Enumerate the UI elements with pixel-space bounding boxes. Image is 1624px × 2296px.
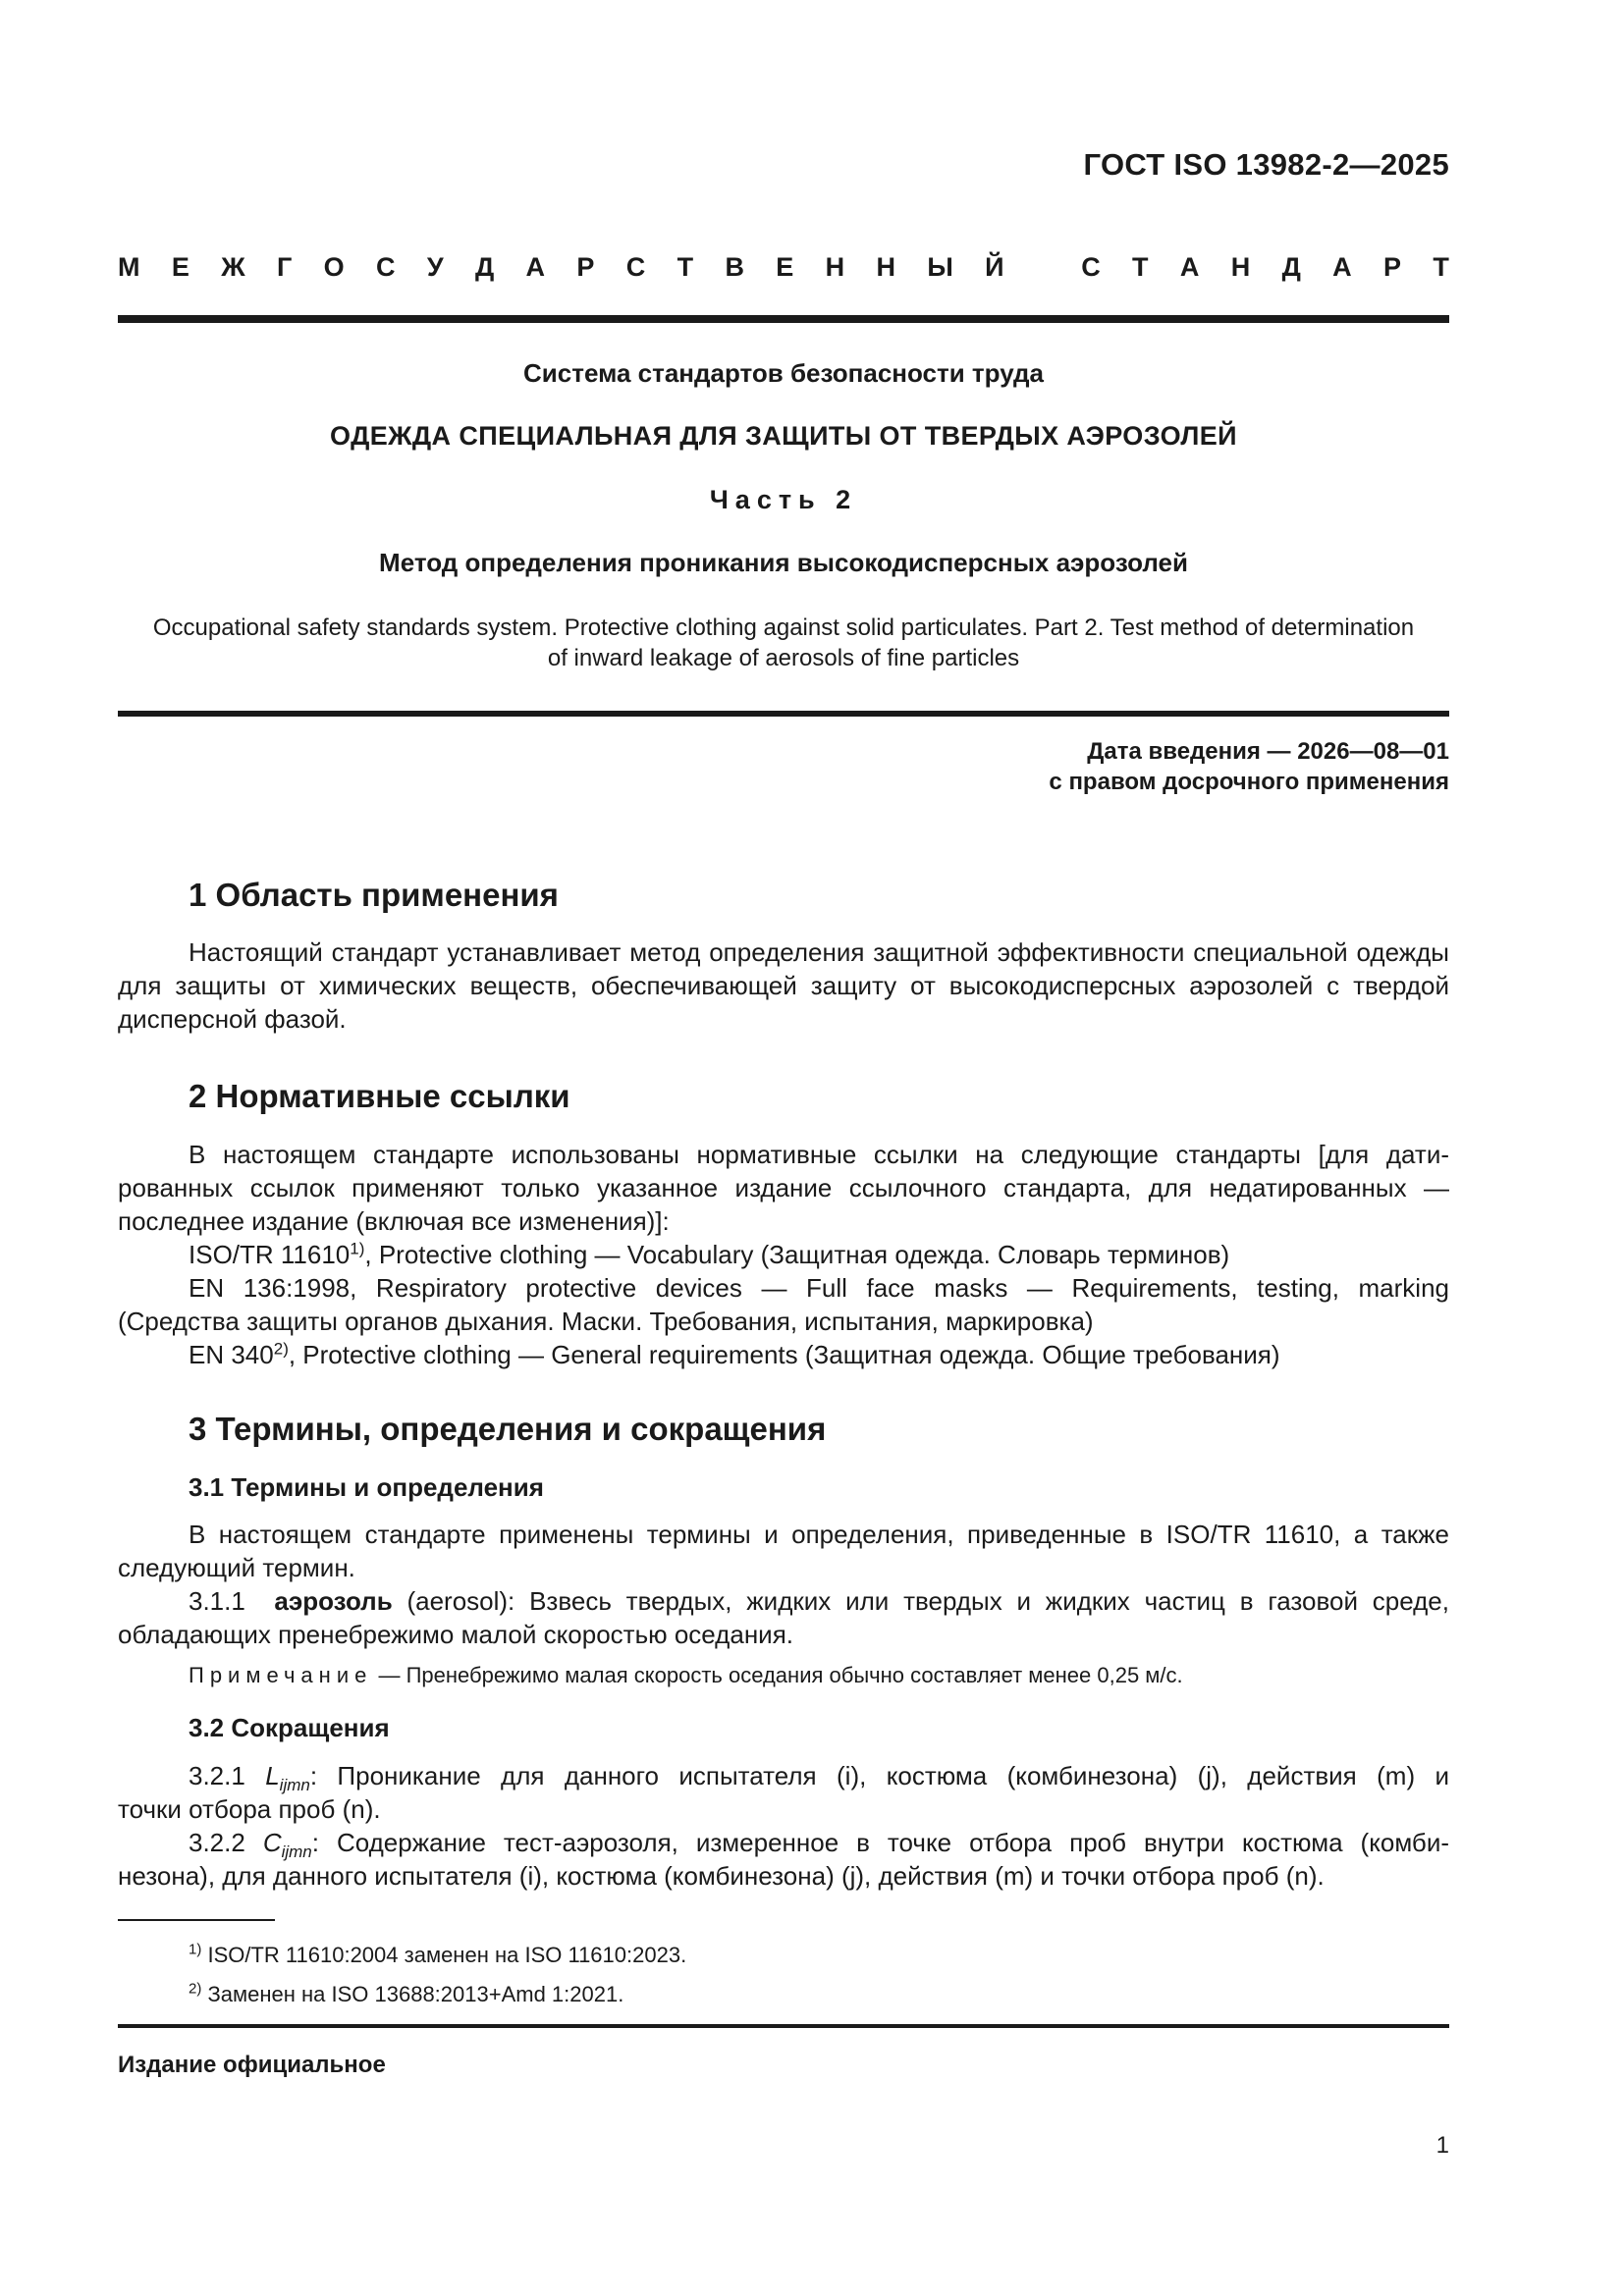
- interstate-letter: Й: [985, 252, 1004, 282]
- main-title: ОДЕЖДА СПЕЦИАЛЬНАЯ ДЛЯ ЗАЩИТЫ ОТ ТВЕРДЫХ АЭРОЗОЛЕЙ: [330, 421, 1237, 451]
- footnote-1: $^{1)}$ ISO/TR 11610:2004 заменен на ISO 11610:2023.: [189, 1941, 687, 1967]
- early-application-line: с правом досрочного применения: [1049, 769, 1449, 795]
- abbreviation-c-line-1: 3.2.2 $C_{ijmn}$: Содержание тест-аэрозоля, измеренное в точке отбора проб внутри костюма (комби-: [189, 1828, 1450, 1862]
- abbreviation-l-line-1: 3.2.1 $L_{ijmn}$: Проникание для данного испытателя (i), костюма (комбинезона) (j), действия (m) и: [189, 1761, 1449, 1795]
- interstate-standard-heading: [118, 252, 1449, 283]
- interstate-letter: А: [1332, 252, 1352, 282]
- english-title-line-2: of inward leakage of aerosols of fine particles: [547, 645, 1020, 671]
- note: Примечание — Пренебрежимо малая скорость оседания обычно составляет менее 0,25 м/с.: [189, 1663, 1183, 1687]
- interstate-letter: Т: [677, 252, 694, 282]
- method-title: Метод определения проникания высокодисперсных аэрозолей: [379, 548, 1188, 577]
- reference-en-136-line-1: EN 136:1998, Respiratory protective devices — Full face masks — Requirements, testing, marking: [189, 1273, 1449, 1303]
- interstate-letter: С: [625, 252, 646, 282]
- interstate-letter: С: [1081, 252, 1101, 282]
- section-2-title: 2 Нормативные ссылки: [189, 1078, 570, 1114]
- section-2-intro: В настоящем стандарте использованы нормативные ссылки на следующие стандарты [для дати-рованных ссылок применяют только указанное издание ссылочного стандарта, для недатированных — последнее издание (включая все изменения)]:: [118, 1140, 1449, 1236]
- title-block-rule: [118, 711, 1449, 717]
- interstate-letter: Г: [276, 252, 293, 282]
- interstate-letter: А: [525, 252, 546, 282]
- interstate-letter: Е: [776, 252, 794, 282]
- interstate-word-gap: [1036, 252, 1050, 283]
- interstate-letter: Д: [1281, 252, 1301, 282]
- abbreviation-c-line-2: незона), для данного испытателя (i), костюма (комбинезона) (j), действия (m) и точки отбора проб (n).: [118, 1861, 1325, 1891]
- introduction-date: [1049, 736, 1449, 797]
- top-rule: [118, 315, 1449, 323]
- interstate-letter: Н: [825, 252, 845, 282]
- interstate-letter: Ж: [221, 252, 245, 282]
- interstate-letter: Е: [171, 252, 189, 282]
- abbreviation-l-line-2: точки отбора проб (n).: [118, 1794, 381, 1824]
- english-title-line-1: Occupational safety standards system. Protective clothing against solid particulates. Part 2. Test method of determination: [152, 614, 1415, 641]
- subsection-3-2-title: 3.2 Сокращения: [189, 1713, 390, 1742]
- bottom-rule: [118, 2024, 1449, 2028]
- interstate-letter: Т: [1132, 252, 1149, 282]
- english-title: [118, 613, 1449, 673]
- document-number: ГОСТ ISO 13982-2—2025: [1083, 147, 1449, 182]
- subsection-3-1-text: В настоящем стандарте применены термины и определения, приведенные в ISO/TR 11610, а также следующий термин.: [118, 1520, 1449, 1582]
- reference-iso-tr-11610: ISO/TR 11610$^{1)}$, Protective clothing — Vocabulary (Защитная одежда. Словарь терминов): [189, 1239, 1230, 1269]
- interstate-letter: Р: [1383, 252, 1402, 282]
- interstate-letter: В: [725, 252, 744, 282]
- section-1-title: 1 Область применения: [189, 877, 559, 913]
- reference-en-136-line-2: (Средства защиты органов дыхания. Маски. Требования, испытания, маркировка): [118, 1307, 1094, 1336]
- interstate-letter: А: [1179, 252, 1200, 282]
- section-1-text: Настоящий стандарт устанавливает метод определения защитной эффективности специальной одежды для защиты от химических веществ, обеспечивающей защиту от высокодисперсных аэрозолей с твердой дисперсной фазой.: [118, 937, 1449, 1034]
- introduction-date-line: Дата введения — 2026—08—01: [1087, 738, 1449, 765]
- part-title: Часть 2: [709, 485, 858, 514]
- official-edition-label: Издание официальное: [118, 2052, 386, 2078]
- subsection-3-1-title: 3.1 Термины и определения: [189, 1472, 544, 1502]
- reference-en-340: EN 340$^{2)}$, Protective clothing — General requirements (Защитная одежда. Общие требования): [189, 1339, 1280, 1369]
- interstate-letter: У: [426, 252, 444, 282]
- page-number: 1: [1435, 2132, 1449, 2159]
- interstate-letter: Н: [1230, 252, 1251, 282]
- interstate-letter: М: [118, 252, 140, 282]
- section-3-title: 3 Термины, определения и сокращения: [189, 1411, 827, 1447]
- interstate-letter: Р: [576, 252, 595, 282]
- footnote-2: $^{2)}$ Заменен на ISO 13688:2013+Amd 1:2021.: [189, 1980, 624, 2006]
- interstate-letter: Н: [876, 252, 895, 282]
- interstate-letter: О: [323, 252, 345, 282]
- interstate-letter: Ы: [927, 252, 953, 282]
- interstate-letter: С: [375, 252, 396, 282]
- footnote-separator: [118, 1919, 275, 1921]
- term-aerosol: 3.1.1 аэрозоль (aerosol): Взвесь твердых, жидких или твердых и жидких частиц в газовой среде, обладающих пренебрежимо малой скоростью оседания.: [118, 1586, 1449, 1649]
- interstate-letter: Д: [474, 252, 495, 282]
- interstate-letter: Т: [1433, 252, 1449, 282]
- standards-system-title: Система стандартов безопасности труда: [523, 358, 1044, 388]
